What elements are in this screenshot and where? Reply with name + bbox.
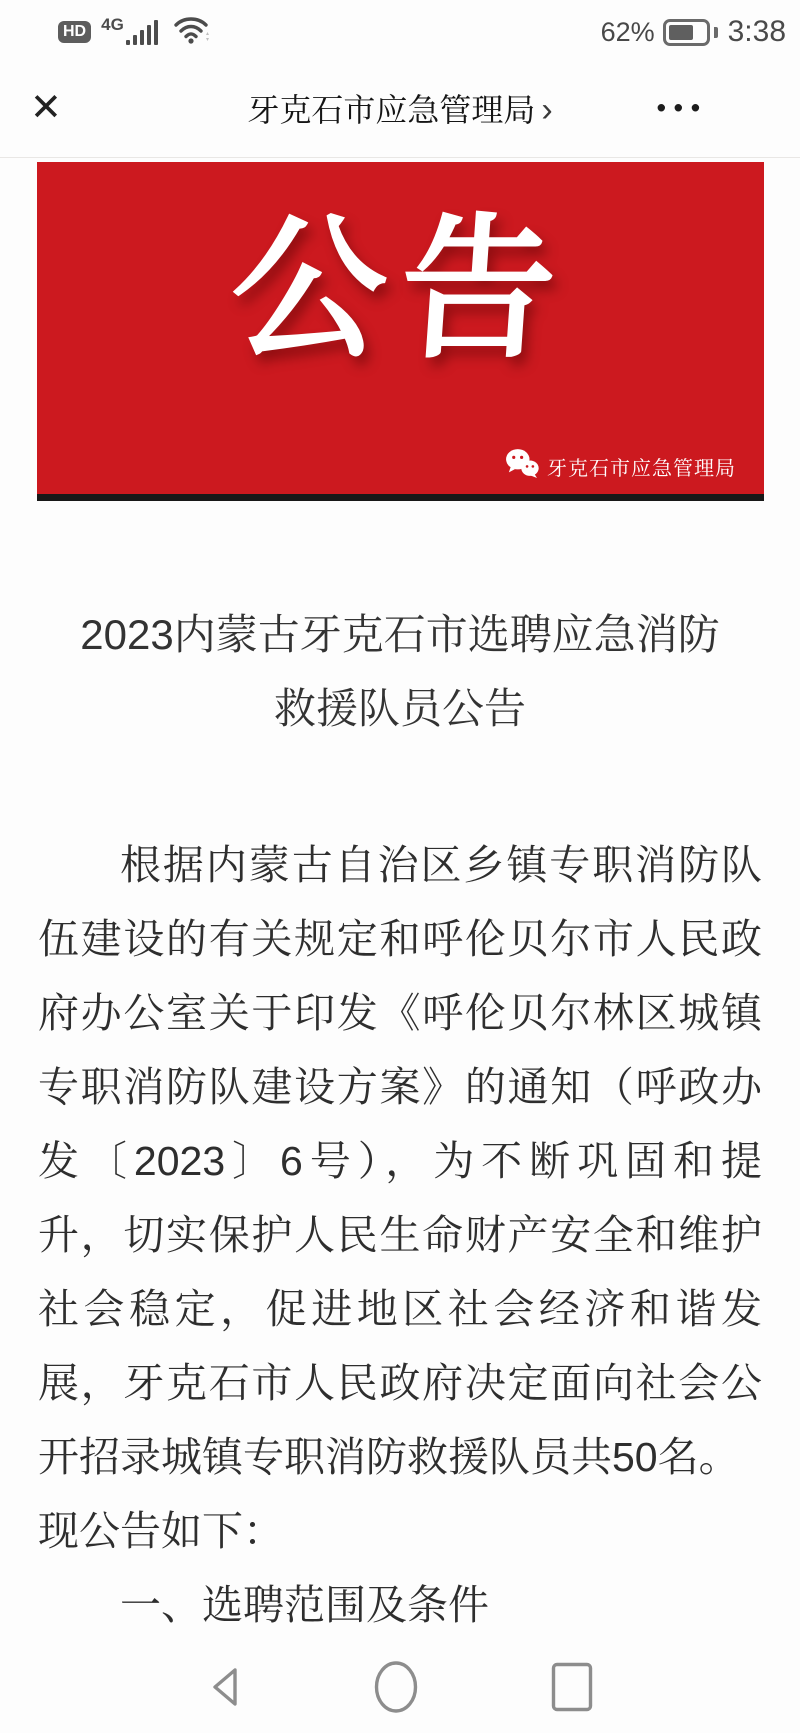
banner-watermark bbox=[505, 448, 736, 484]
status-bar bbox=[0, 0, 800, 58]
clock-label: 3:38 bbox=[727, 15, 786, 48]
body-line: 发〔2023〕6号），为不断巩固和提 bbox=[38, 1138, 762, 1184]
body-line: 府办公室关于印发《呼伦贝尔林区城镇 bbox=[38, 990, 762, 1036]
body-line: 专职消防队建设方案》的通知（呼政办 bbox=[38, 1064, 762, 1110]
battery-percent-label: 62% bbox=[600, 16, 655, 47]
recents-icon[interactable] bbox=[551, 1662, 593, 1712]
more-menu-icon[interactable]: ••• bbox=[656, 92, 708, 122]
back-icon[interactable] bbox=[207, 1665, 241, 1709]
signal-bars-icon bbox=[126, 20, 161, 45]
status-left-group bbox=[58, 15, 211, 50]
banner-watermark-label: 牙克石市应急管理局 bbox=[547, 457, 736, 480]
section-heading: 一、选聘范围及条件 bbox=[120, 1582, 489, 1628]
account-title-label: 牙克石市应急管理局 bbox=[247, 91, 536, 128]
article-title-line-1: 2023内蒙古牙克石市选聘应急消防 bbox=[80, 611, 720, 658]
wifi-icon bbox=[173, 15, 211, 50]
announcement-banner-image[interactable] bbox=[37, 162, 764, 501]
close-icon[interactable]: ✕ bbox=[30, 86, 62, 129]
battery-nub bbox=[714, 27, 718, 38]
status-right-group bbox=[601, 15, 786, 49]
article-title-line-2: 救援队员公告 bbox=[273, 685, 526, 732]
banner-headline: 公告 bbox=[225, 199, 576, 380]
body-line: 社会稳定，促进地区社会经济和谐发 bbox=[38, 1286, 762, 1332]
body-line: 开招录城镇专职消防救援队员共50名。 bbox=[38, 1434, 740, 1480]
wechat-nav-bar bbox=[0, 58, 800, 158]
body-line: 现公告如下： bbox=[38, 1508, 284, 1554]
body-line: 根据内蒙古自治区乡镇专职消防队 bbox=[120, 842, 762, 888]
hd-volte-icon: HD bbox=[58, 21, 91, 43]
battery-icon bbox=[663, 19, 710, 46]
body-line: 展，牙克石市人民政府决定面向社会公 bbox=[38, 1360, 762, 1406]
home-icon[interactable] bbox=[373, 1660, 419, 1714]
body-line: 升，切实保护人民生命财产安全和维护 bbox=[38, 1212, 762, 1258]
article-body bbox=[38, 828, 762, 1642]
chevron-right-icon: › bbox=[541, 90, 553, 129]
body-line: 伍建设的有关规定和呼伦贝尔市人民政 bbox=[38, 916, 762, 962]
wechat-logo-icon bbox=[505, 448, 539, 484]
article-title bbox=[20, 598, 780, 746]
android-nav-bar bbox=[0, 1641, 800, 1733]
network-4g-label: 4G bbox=[101, 15, 124, 34]
